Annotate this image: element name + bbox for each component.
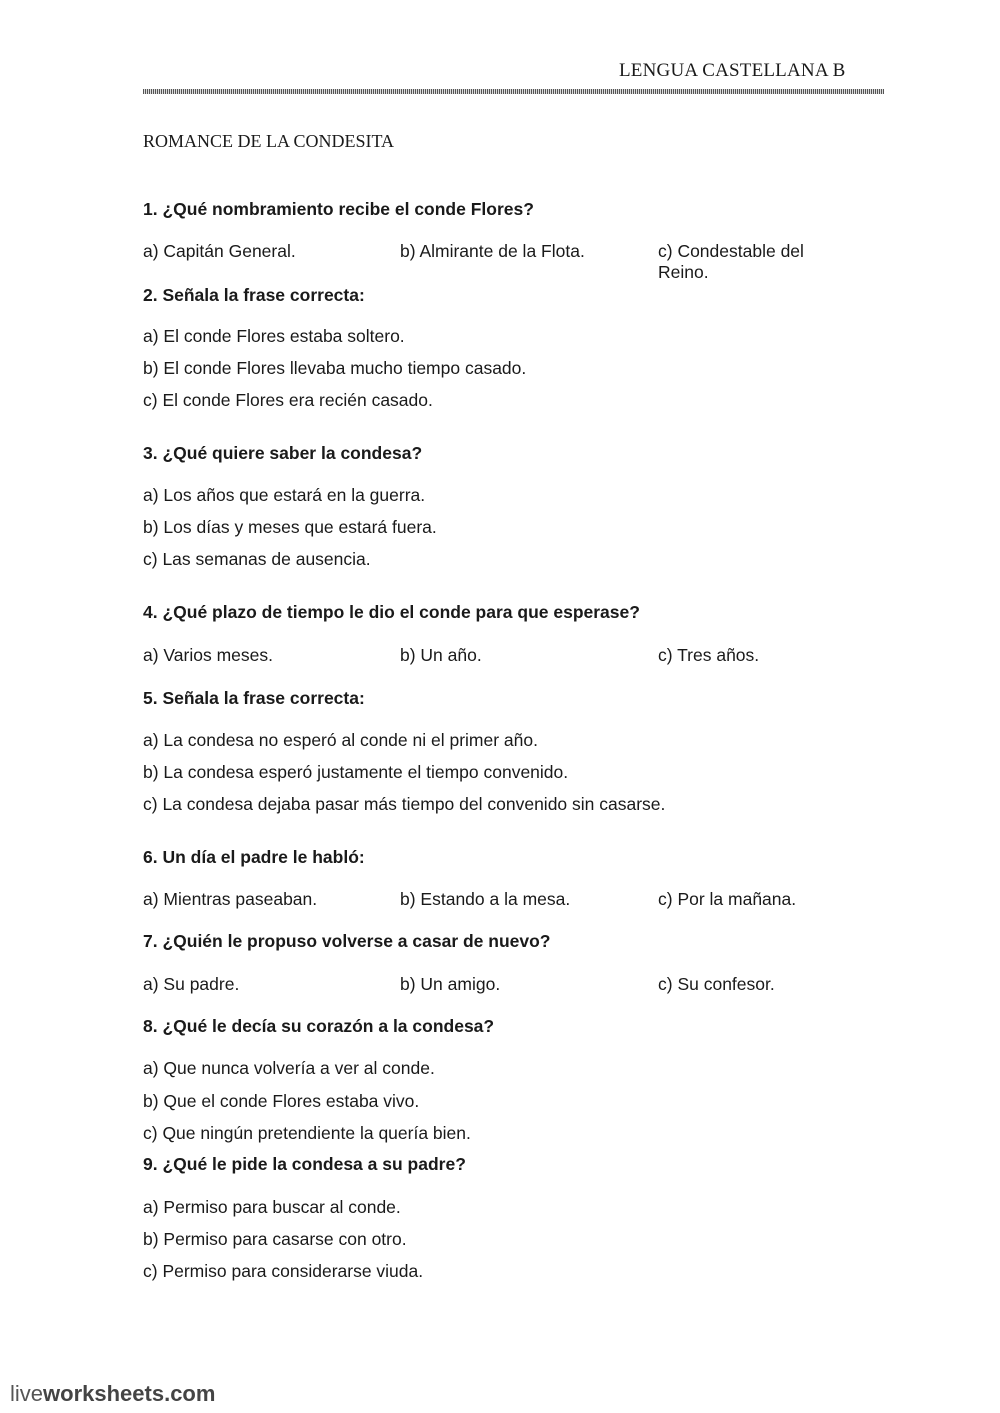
- brand-live: live: [10, 1381, 44, 1406]
- question-7: 7. ¿Quién le propuso volverse a casar de nuevo?: [143, 931, 551, 951]
- question-1: 1. ¿Qué nombramiento recibe el conde Flores?: [143, 199, 534, 219]
- question-8: 8. ¿Qué le decía su corazón a la condesa?: [143, 1016, 495, 1036]
- q4-option-b[interactable]: b) Un año.: [400, 645, 482, 665]
- question-3: 3. ¿Qué quiere saber la condesa?: [143, 443, 423, 463]
- question-9: 9. ¿Qué le pide la condesa a su padre?: [143, 1154, 466, 1174]
- q3-option-c[interactable]: c) Las semanas de ausencia.: [143, 549, 371, 569]
- q1-option-b[interactable]: b) Almirante de la Flota.: [400, 241, 585, 261]
- q8-option-b[interactable]: b) Que el conde Flores estaba vivo.: [143, 1091, 420, 1111]
- q5-option-b[interactable]: b) La condesa esperó justamente el tiempo convenido.: [143, 762, 569, 782]
- q7-option-a[interactable]: a) Su padre.: [143, 974, 240, 994]
- q7-option-b[interactable]: b) Un amigo.: [400, 974, 501, 994]
- q3-option-a[interactable]: a) Los años que estará en la guerra.: [143, 485, 426, 505]
- brand-worksheets: worksheets: [43, 1381, 165, 1406]
- q1-option-a[interactable]: a) Capitán General.: [143, 241, 296, 261]
- q9-option-c[interactable]: c) Permiso para considerarse viuda.: [143, 1261, 424, 1281]
- q2-option-b[interactable]: b) El conde Flores llevaba mucho tiempo casado.: [143, 358, 527, 378]
- q9-option-a[interactable]: a) Permiso para buscar al conde.: [143, 1197, 401, 1217]
- q4-option-c[interactable]: c) Tres años.: [658, 645, 760, 665]
- q5-option-c[interactable]: c) La condesa dejaba pasar más tiempo del convenido sin casarse.: [143, 794, 666, 814]
- question-5: 5. Señala la frase correcta:: [143, 688, 365, 708]
- q6-option-b[interactable]: b) Estando a la mesa.: [400, 889, 571, 909]
- liveworksheets-logo: [10, 1381, 215, 1407]
- q8-option-c[interactable]: c) Que ningún pretendiente la quería bien.: [143, 1123, 471, 1143]
- q6-option-c[interactable]: c) Por la mañana.: [658, 889, 797, 909]
- q2-option-a[interactable]: a) El conde Flores estaba soltero.: [143, 326, 405, 346]
- q6-option-a[interactable]: a) Mientras paseaban.: [143, 889, 318, 909]
- q4-option-a[interactable]: a) Varios meses.: [143, 645, 273, 665]
- header-subject: LENGUA CASTELLANA B: [619, 60, 846, 81]
- question-6: 6. Un día el padre le habló:: [143, 847, 365, 867]
- page-title: ROMANCE DE LA CONDESITA: [143, 131, 395, 151]
- q2-option-c[interactable]: c) El conde Flores era recién casado.: [143, 390, 433, 410]
- brand-suffix: .com: [164, 1381, 216, 1406]
- q3-option-b[interactable]: b) Los días y meses que estará fuera.: [143, 517, 437, 537]
- question-4: 4. ¿Qué plazo de tiempo le dio el conde para que esperase?: [143, 602, 640, 622]
- q9-option-b[interactable]: b) Permiso para casarse con otro.: [143, 1229, 407, 1249]
- question-2: 2. Señala la frase correcta:: [143, 285, 365, 305]
- q7-option-c[interactable]: c) Su confesor.: [658, 974, 775, 994]
- header-divider: [143, 89, 884, 94]
- q8-option-a[interactable]: a) Que nunca volvería a ver al conde.: [143, 1058, 435, 1078]
- q1-option-c[interactable]: c) Condestable del Reino.: [658, 241, 804, 282]
- q5-option-a[interactable]: a) La condesa no esperó al conde ni el primer año.: [143, 730, 538, 750]
